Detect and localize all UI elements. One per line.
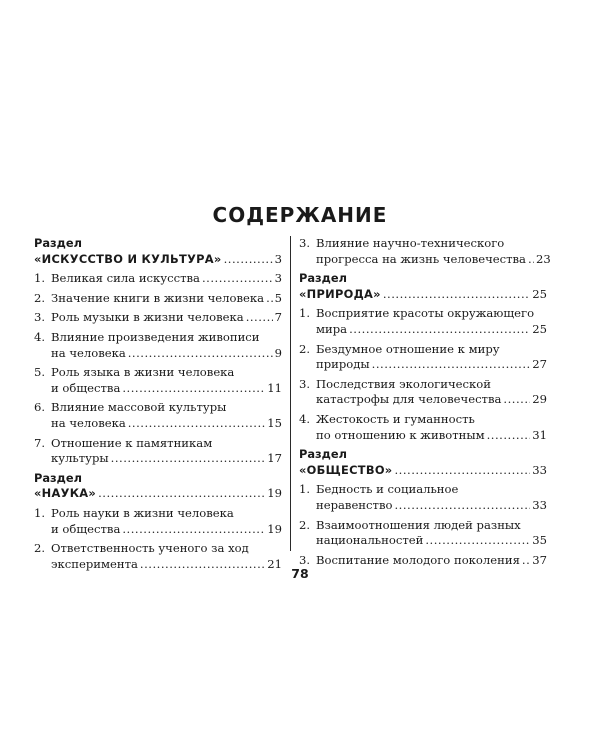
toc-entry-body <box>51 291 282 307</box>
leader-dots <box>266 291 273 307</box>
toc-left-column <box>34 236 282 576</box>
toc-entry-text: Восприятие красоты окружающего <box>316 306 535 321</box>
leader-dots <box>128 416 265 432</box>
toc-section <box>299 447 547 478</box>
toc-entry-text: и общества <box>51 521 121 536</box>
toc-section <box>34 236 282 267</box>
toc-page-number: 33 <box>532 462 547 477</box>
toc-entry-number: 2. <box>299 341 311 356</box>
toc-entry-text: Влияние научно-технического <box>316 236 505 250</box>
toc-entry-text: Значение книги в жизни человека <box>51 290 265 305</box>
toc-entry-text: и общества <box>51 380 121 395</box>
leader-dots <box>503 392 530 408</box>
toc-entry-body <box>316 236 551 267</box>
toc-entry-number: 6. <box>34 400 46 415</box>
toc-entry-number: 5. <box>34 365 46 380</box>
toc-entry-body <box>316 377 547 408</box>
toc-entry-text: Взаимоотношения людей разных <box>316 517 521 532</box>
toc-section <box>34 471 282 502</box>
toc-entry-body <box>316 518 547 549</box>
toc-page-number: 5 <box>274 290 282 305</box>
toc-entry-text: на человека <box>51 345 126 360</box>
toc-page-number: 19 <box>267 486 282 501</box>
toc-entry-number: 3. <box>34 310 46 325</box>
toc-page-number: 21 <box>267 556 282 571</box>
toc-entry-lastline <box>316 498 547 514</box>
toc-entry-number: 3. <box>299 236 311 250</box>
section-title: «ИСКУССТВО И КУЛЬТУРА» <box>34 251 222 266</box>
toc-right-column <box>299 236 551 572</box>
toc-page-number: 7 <box>274 310 282 325</box>
toc-entry-lastline <box>34 486 282 502</box>
toc-entry-number: 2. <box>299 517 311 532</box>
toc-entry-text: Отношение к памятникам <box>51 435 213 450</box>
toc-entry <box>34 291 282 307</box>
toc-entry-body <box>316 306 547 337</box>
toc-entry-body <box>51 330 282 361</box>
toc-entry-text: культуры <box>51 451 109 466</box>
toc-entry-body <box>34 471 282 502</box>
toc-entry-lastline <box>299 287 547 303</box>
toc-entry <box>34 271 282 287</box>
toc-entry-body <box>51 271 282 287</box>
leader-dots <box>224 252 273 268</box>
leader-dots <box>528 252 534 268</box>
toc-entry-number: 3. <box>299 552 311 567</box>
section-label: Раздел <box>34 236 82 250</box>
toc-entry-lastline <box>316 533 547 549</box>
toc-entry-number: 7. <box>34 435 46 450</box>
toc-entry-text: по отношению к животным <box>316 427 485 442</box>
toc-entry <box>34 400 282 431</box>
toc-entry-lastline <box>51 522 282 538</box>
toc-page-number: 23 <box>535 251 551 266</box>
toc-entry <box>299 482 547 513</box>
toc-entry-body <box>299 271 547 302</box>
toc-entry-text: мира <box>316 321 348 336</box>
toc-entry-body <box>51 436 282 467</box>
toc-entry <box>34 310 282 326</box>
toc-entry-lastline <box>51 271 282 287</box>
toc-entry-body <box>51 506 282 537</box>
toc-entry <box>299 377 547 408</box>
toc-entry-text: Влияние произведения живописи <box>51 329 260 344</box>
toc-entry-lastline <box>51 310 282 326</box>
toc-entry-text: Влияние массовой культуры <box>51 400 227 415</box>
toc-entry-lastline <box>51 416 282 432</box>
toc-entry-lastline <box>51 346 282 362</box>
toc-page-number: 3 <box>274 271 282 286</box>
toc-entry-number: 3. <box>299 376 311 391</box>
toc-page-number: 19 <box>267 521 282 536</box>
toc-entry <box>299 518 547 549</box>
toc-entry-text: Великая сила искусства <box>51 271 200 286</box>
toc-entry <box>299 342 547 373</box>
toc-page-number: 27 <box>532 357 547 372</box>
leader-dots <box>111 451 266 467</box>
toc-page-number: 25 <box>532 321 547 336</box>
toc-entry <box>34 365 282 396</box>
toc-entry-number: 1. <box>34 271 46 286</box>
toc-page-number: 31 <box>532 427 547 442</box>
toc-entry-text: эксперимента <box>51 556 138 571</box>
toc-page-number: 9 <box>274 345 282 360</box>
column-divider <box>290 236 291 551</box>
toc-entry-lastline <box>51 291 282 307</box>
toc-entry-lastline <box>316 322 547 338</box>
toc-entry-number: 2. <box>34 541 46 556</box>
toc-entry-text: неравенство <box>316 497 393 512</box>
section-label: Раздел <box>34 470 82 485</box>
toc-entry-text: Последствия экологической <box>316 376 491 391</box>
toc-entry <box>34 506 282 537</box>
toc-entry-number: 1. <box>299 482 311 497</box>
toc-entry-text: на человека <box>51 415 126 430</box>
toc-entry <box>299 236 551 267</box>
toc-entry-text: Жестокость и гуманность <box>316 411 475 426</box>
toc-entry-lastline <box>51 381 282 397</box>
toc-entry-lastline <box>316 251 551 268</box>
toc-entry-number: 1. <box>34 505 46 520</box>
toc-page-number: 29 <box>532 392 547 407</box>
toc-entry-text: прогресса на жизнь человечества <box>316 251 526 266</box>
toc-entry-number: 4. <box>34 329 46 344</box>
leader-dots <box>128 346 273 362</box>
leader-dots <box>425 533 530 549</box>
section-title: «ОБЩЕСТВО» <box>299 462 393 477</box>
toc-entry-lastline <box>316 428 547 444</box>
toc-entry-text: Бездумное отношение к миру <box>316 341 500 356</box>
toc-entry-lastline <box>316 357 547 373</box>
toc-entry-lastline <box>34 252 282 268</box>
toc-page-number: 17 <box>267 451 282 466</box>
toc-entry <box>34 330 282 361</box>
toc-entry-lastline <box>299 463 547 479</box>
toc-page-number: 37 <box>532 552 547 567</box>
toc-page-number: 11 <box>267 380 282 395</box>
toc-entry-text: Роль языка в жизни человека <box>51 365 235 380</box>
toc-section <box>299 271 547 302</box>
leader-dots <box>394 498 530 514</box>
toc-entry-body <box>316 482 547 513</box>
toc-entry-number: 4. <box>299 411 311 426</box>
leader-dots <box>487 428 531 444</box>
leader-dots <box>383 287 530 303</box>
toc-entry-text: Роль науки в жизни человека <box>51 505 234 520</box>
toc-entry-body <box>34 236 282 267</box>
toc-entry-body <box>316 412 547 443</box>
toc-page-number: 15 <box>267 415 282 430</box>
toc-entry-body <box>299 447 547 478</box>
toc-entry <box>299 412 547 443</box>
section-label: Раздел <box>299 271 347 286</box>
toc-entry-body <box>51 400 282 431</box>
toc-entry-lastline <box>316 392 547 408</box>
toc-page-number: 35 <box>532 533 547 548</box>
section-label: Раздел <box>299 447 347 462</box>
toc-entry-number: 2. <box>34 290 46 305</box>
page-title: СОДЕРЖАНИЕ <box>212 203 388 227</box>
leader-dots <box>372 357 531 373</box>
toc-entry-body <box>51 365 282 396</box>
leader-dots <box>122 522 265 538</box>
toc-page-number: 33 <box>532 497 547 512</box>
toc-entry-text: Бедность и социальное <box>316 482 459 497</box>
leader-dots <box>98 486 265 502</box>
toc-page-number: 25 <box>532 286 547 301</box>
toc-entry-text: Ответственность ученого за ход <box>51 541 249 556</box>
leader-dots <box>202 271 273 287</box>
toc-entry-body <box>316 342 547 373</box>
page-number: 78 <box>291 566 309 581</box>
section-title: «НАУКА» <box>34 486 97 501</box>
toc-entry <box>299 306 547 337</box>
toc-entry-body <box>51 310 282 326</box>
leader-dots <box>394 463 530 479</box>
toc-entry <box>34 436 282 467</box>
toc-page-number: 3 <box>274 251 282 266</box>
toc-entry-lastline <box>51 451 282 467</box>
toc-entry-number: 1. <box>299 306 311 321</box>
toc-entry-text: катастрофы для человечества <box>316 392 502 407</box>
leader-dots <box>246 310 273 326</box>
toc-entry-text: Роль музыки в жизни человека <box>51 310 244 325</box>
section-title: «ПРИРОДА» <box>299 286 381 301</box>
toc-entry-text: Воспитание молодого поколения <box>316 552 520 567</box>
toc-entry-text: национальностей <box>316 533 424 548</box>
leader-dots <box>122 381 265 397</box>
toc-entry-text: природы <box>316 357 370 372</box>
leader-dots <box>349 322 530 338</box>
